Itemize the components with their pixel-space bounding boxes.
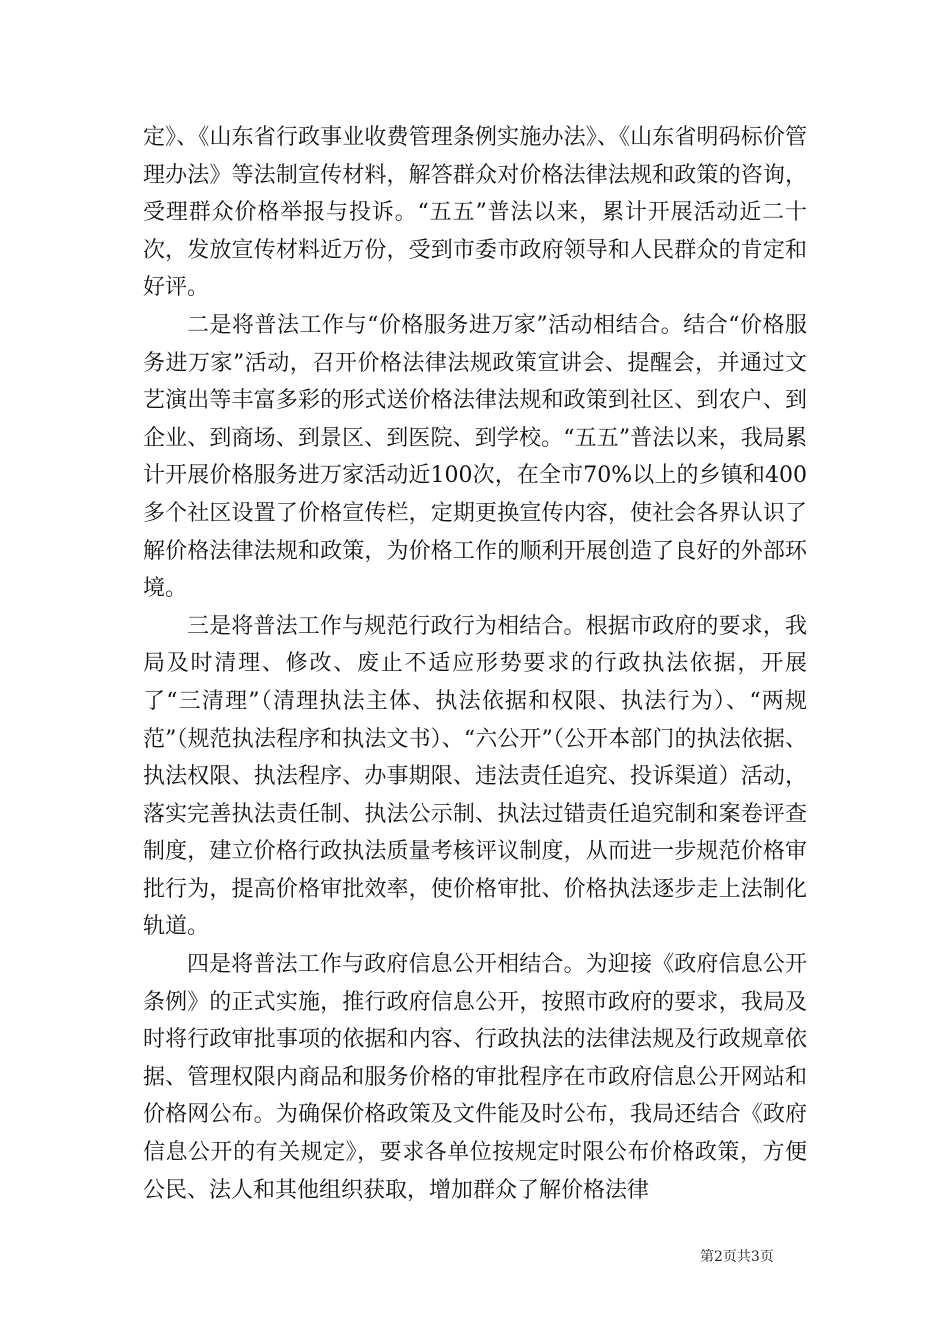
- paragraph-continuation: 定》、《山东省行政事业收费管理条例实施办法》、《山东省明码标价管理办法》等法制宣传材料，解答群众对价格法律法规和政策的咨询，受理群众价格举报与投诉。“五五”普法以来，累计开展活动近二十次，发放宣传材料近万份，受到市委市政府领导和人民群众的肯定和好评。: [143, 125, 807, 301]
- page-number-footer: 第2页共3页: [700, 1249, 774, 1265]
- paragraph-two: 二是将普法工作与“价格服务进万家”活动相结合。结合“价格服务进万家”活动，召开价格法律法规政策宣讲会、提醒会，并通过文艺演出等丰富多彩的形式送价格法律法规和政策到社区、到农户、到企业、到商场、到景区、到医院、到学校。“五五”普法以来，我局累计开展价格服务进万家活动近100次，在全市70%以上的乡镇和400多个社区设置了价格宣传栏，定期更换宣传内容，使社会各界认识了解价格法律法规和政策，为价格工作的顺利开展创造了良好的外部环境。: [143, 312, 807, 602]
- paragraph-three: 三是将普法工作与规范行政行为相结合。根据市政府的要求，我局及时清理、修改、废止不适应形势要求的行政执法依据，开展了“三清理”（清理执法主体、执法依据和权限、执法行为）、“两规范”（规范执法程序和执法文书）、“六公开”（公开本部门的执法依据、执法权限、执法程序、办事期限、违法责任追究、投诉渠道）活动，落实完善执法责任制、执法公示制、执法过错责任追究制和案卷评查制度，建立价格行政执法质量考核评议制度，从而进一步规范价格审批行为，提高价格审批效率，使价格审批、价格执法逐步走上法制化轨道。: [143, 613, 807, 940]
- paragraph-four: 四是将普法工作与政府信息公开相结合。为迎接《政府信息公开条例》的正式实施，推行政府信息公开，按照市政府的要求，我局及时将行政审批事项的依据和内容、行政执法的法律法规及行政规章依据、管理权限内商品和服务价格的审批程序在市政府信息公开网站和价格网公布。为确保价格政策及文件能及时公布，我局还结合《政府信息公开的有关规定》，要求各单位按规定时限公布价格政策，方便公民、法人和其他组织获取，增加群众了解价格法律: [143, 952, 807, 1203]
- document-body: [143, 119, 807, 1209]
